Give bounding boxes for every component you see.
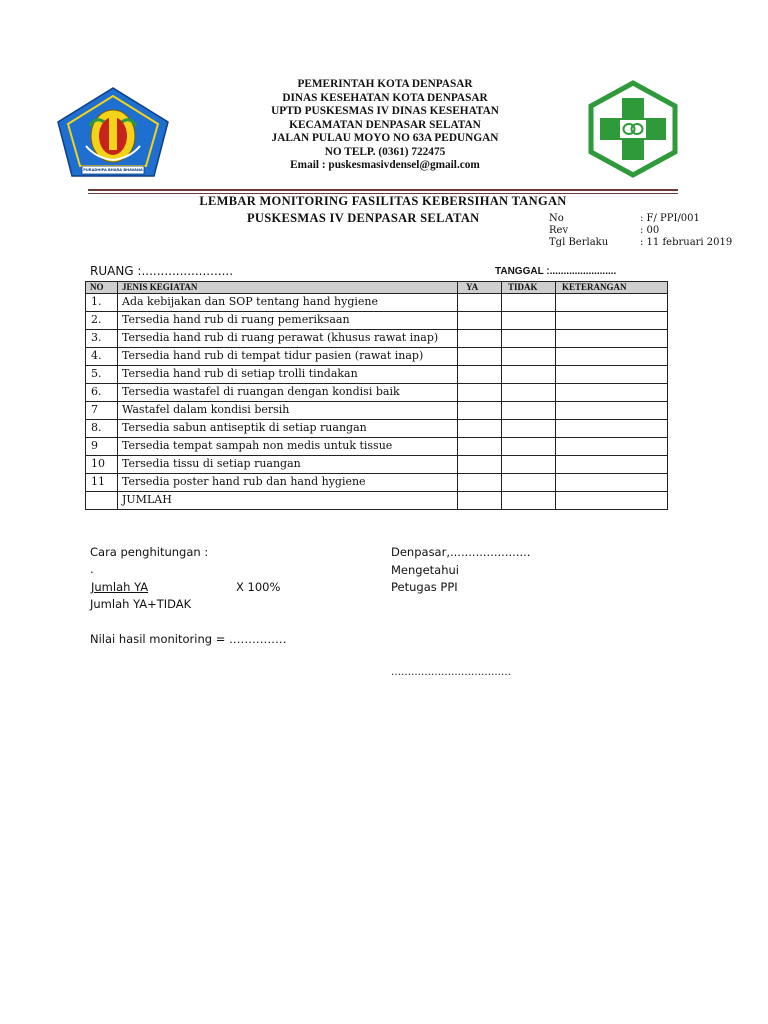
row-no: 1. xyxy=(86,294,118,312)
keterangan-cell[interactable] xyxy=(556,366,668,384)
row-kegiatan: Tersedia tempat sampah non medis untuk tissue xyxy=(118,438,458,456)
calc-multiplier: X 100% xyxy=(236,580,281,594)
doc-rev-value: : 00 xyxy=(640,225,660,236)
row-no: 10 xyxy=(86,456,118,474)
row-no: 2. xyxy=(86,312,118,330)
ya-cell[interactable] xyxy=(458,474,502,492)
keterangan-cell[interactable] xyxy=(556,384,668,402)
ya-cell[interactable] xyxy=(458,438,502,456)
row-kegiatan: Tersedia hand rub di ruang perawat (khusus rawat inap) xyxy=(118,330,458,348)
ya-cell[interactable] xyxy=(458,294,502,312)
row-kegiatan: Tersedia tissu di setiap ruangan xyxy=(118,456,458,474)
keterangan-cell[interactable] xyxy=(556,312,668,330)
row-no: 4. xyxy=(86,348,118,366)
keterangan-cell[interactable] xyxy=(556,474,668,492)
emblem-motto: PURADHIPA BHARA BHAVANA xyxy=(83,168,143,172)
tidak-cell[interactable] xyxy=(502,438,556,456)
sign-role: Petugas PPI xyxy=(391,580,458,594)
calc-numerator: Jumlah YA xyxy=(91,580,149,594)
letterhead-line-5: JALAN PULAU MOYO NO 63A PEDUNGAN xyxy=(271,132,499,144)
row-kegiatan: Tersedia hand rub di setiap trolli tindakan xyxy=(118,366,458,384)
ya-cell[interactable] xyxy=(458,384,502,402)
ya-cell[interactable] xyxy=(458,366,502,384)
table-row xyxy=(86,420,668,438)
row-no: 6. xyxy=(86,384,118,402)
tidak-cell[interactable] xyxy=(502,384,556,402)
row-no: 9 xyxy=(86,438,118,456)
col-ya: YA xyxy=(458,282,502,294)
keterangan-cell[interactable] xyxy=(556,330,668,348)
tidak-cell[interactable] xyxy=(502,294,556,312)
letterhead xyxy=(230,78,540,173)
tanggal-field[interactable]: TANGGAL :........................ xyxy=(495,266,617,277)
letterhead-line-2: DINAS KESEHATAN KOTA DENPASAR xyxy=(282,91,488,104)
calc-title: Cara penghitungan : xyxy=(90,545,209,559)
total-tidak-cell[interactable] xyxy=(502,492,556,510)
tidak-cell[interactable] xyxy=(502,312,556,330)
form-title: LEMBAR MONITORING FASILITAS KEBERSIHAN TANGAN xyxy=(199,194,567,208)
row-kegiatan: Ada kebijakan dan SOP tentang hand hygiene xyxy=(118,294,458,312)
total-ya-cell[interactable] xyxy=(458,492,502,510)
row-kegiatan: Tersedia hand rub di ruang pemeriksaan xyxy=(118,312,458,330)
total-label: JUMLAH xyxy=(118,492,458,510)
table-row xyxy=(86,312,668,330)
table-row xyxy=(86,456,668,474)
table-row xyxy=(86,438,668,456)
doc-date-value: : 11 februari 2019 xyxy=(640,237,733,248)
doc-no-label: No xyxy=(549,213,564,224)
ya-cell[interactable] xyxy=(458,348,502,366)
col-tidak: TIDAK xyxy=(502,282,556,294)
calc-result[interactable]: Nilai hasil monitoring = …………… xyxy=(90,632,287,646)
letterhead-line-6: NO TELP. (0361) 722475 xyxy=(324,145,446,158)
row-kegiatan: Tersedia poster hand rub dan hand hygiene xyxy=(118,474,458,492)
row-no: 7 xyxy=(86,402,118,420)
sign-place-date[interactable]: Denpasar,...................... xyxy=(391,545,531,559)
ruang-field[interactable]: RUANG :........................ xyxy=(90,264,234,278)
row-kegiatan: Tersedia hand rub di tempat tidur pasien (rawat inap) xyxy=(118,348,458,366)
keterangan-cell[interactable] xyxy=(556,438,668,456)
puskesmas-logo xyxy=(584,80,682,178)
form-subtitle: PUSKESMAS IV DENPASAR SELATAN xyxy=(247,211,480,225)
tidak-cell[interactable] xyxy=(502,420,556,438)
table-row xyxy=(86,402,668,420)
ya-cell[interactable] xyxy=(458,420,502,438)
doc-rev-label: Rev xyxy=(549,225,569,236)
ya-cell[interactable] xyxy=(458,402,502,420)
row-no: 8. xyxy=(86,420,118,438)
row-kegiatan: Tersedia sabun antiseptik di setiap ruangan xyxy=(118,420,458,438)
tidak-cell[interactable] xyxy=(502,330,556,348)
letterhead-line-3: UPTD PUSKESMAS IV DINAS KESEHATAN xyxy=(271,105,499,117)
keterangan-cell[interactable] xyxy=(556,294,668,312)
table-total-row xyxy=(86,492,668,510)
keterangan-cell[interactable] xyxy=(556,348,668,366)
keterangan-cell[interactable] xyxy=(556,456,668,474)
doc-date-label: Tgl Berlaku xyxy=(549,237,609,248)
table-row xyxy=(86,294,668,312)
tidak-cell[interactable] xyxy=(502,474,556,492)
tidak-cell[interactable] xyxy=(502,402,556,420)
col-keterangan: KETERANGAN xyxy=(556,282,668,294)
header-divider xyxy=(88,189,678,191)
keterangan-cell[interactable] xyxy=(556,420,668,438)
sign-name-line[interactable]: ……………………………… xyxy=(391,667,511,678)
ya-cell[interactable] xyxy=(458,330,502,348)
row-no: 3. xyxy=(86,330,118,348)
table-row xyxy=(86,384,668,402)
letterhead-line-1: PEMERINTAH KOTA DENPASAR xyxy=(297,78,473,90)
table-row xyxy=(86,366,668,384)
row-no: 11 xyxy=(86,474,118,492)
calc-dot: . xyxy=(90,562,94,576)
keterangan-cell[interactable] xyxy=(556,402,668,420)
total-no-cell xyxy=(86,492,118,510)
calc-denominator: Jumlah YA+TIDAK xyxy=(90,597,192,611)
tidak-cell[interactable] xyxy=(502,456,556,474)
table-row xyxy=(86,348,668,366)
ya-cell[interactable] xyxy=(458,456,502,474)
col-jenis-kegiatan: JENIS KEGIATAN xyxy=(118,282,458,294)
row-kegiatan: Tersedia wastafel di ruangan dengan kondisi baik xyxy=(118,384,458,402)
letterhead-email: Email : puskesmasivdensel@gmail.com xyxy=(290,159,480,171)
city-emblem-logo xyxy=(56,86,170,178)
letterhead-line-4: KECAMATAN DENPASAR SELATAN xyxy=(289,118,481,131)
ya-cell[interactable] xyxy=(458,312,502,330)
table-row xyxy=(86,330,668,348)
row-kegiatan: Wastafel dalam kondisi bersih xyxy=(118,402,458,420)
table-row xyxy=(86,474,668,492)
monitoring-table xyxy=(85,281,668,510)
table-header-row xyxy=(86,282,668,294)
row-no: 5. xyxy=(86,366,118,384)
sign-known: Mengetahui xyxy=(391,563,459,577)
col-no: NO xyxy=(86,282,118,294)
tidak-cell[interactable] xyxy=(502,348,556,366)
tidak-cell[interactable] xyxy=(502,366,556,384)
doc-no-value: : F/ PPI/001 xyxy=(640,213,700,224)
total-keterangan-cell[interactable] xyxy=(556,492,668,510)
